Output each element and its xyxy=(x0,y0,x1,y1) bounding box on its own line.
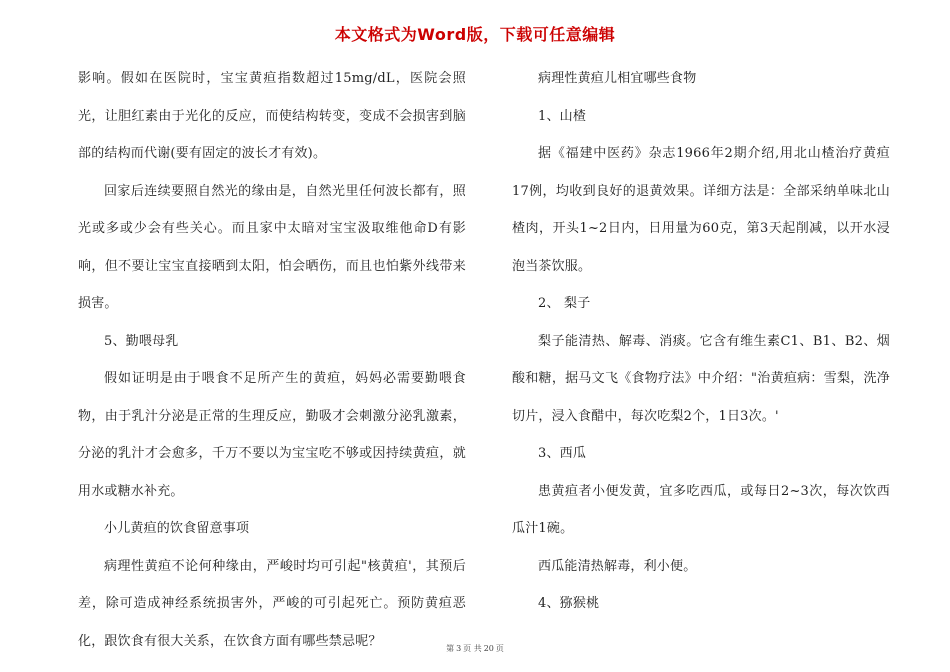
right-column xyxy=(512,60,890,623)
section-heading: 病理性黄疸儿相宜哪些食物 xyxy=(538,71,697,86)
left-column xyxy=(78,60,466,660)
subsection-heading: 2、 梨子 xyxy=(538,296,591,311)
paragraph: 回家后连续要照自然光的缘由是，自然光里任何波长都有，照光或多或少会有些关心。而且家中太暗对宝宝汲取维他命D有影响，但不要让宝宝直接晒到太阳，怕会晒伤，而且也怕紫外线带来损害。 xyxy=(78,183,466,311)
document-banner: 本文格式为Word版，下载可任意编辑 xyxy=(334,25,616,44)
paragraph: 西瓜能清热解毒，利小便。 xyxy=(538,558,697,574)
paragraph: 梨子能清热、解毒、消痰。它含有维生素C1、B1、B2、烟酸和糖，据马文飞《食物疗法》中介绍："治黄疸病：雪梨，洗净切片，浸入食醋中，每次吃梨2个，1日3次。' xyxy=(512,333,890,424)
paragraph: 据《福建中医药》杂志1966年2期介绍,用北山楂治疗黄疸17例，均收到良好的退黄效果。详细方法是：全部采纳单味北山楂肉，开头1~2日内，日用量为60克，第3天起削减，以开水浸泡当茶饮服。 xyxy=(512,146,890,274)
current-page-number: 3 xyxy=(456,644,462,653)
section-heading: 5、勤喂母乳 xyxy=(104,333,179,349)
subsection-heading: 3、西瓜 xyxy=(538,446,587,461)
page-footer xyxy=(0,643,950,654)
subsection-heading: 1、山楂 xyxy=(538,108,587,124)
paragraph: 影响。假如在医院时，宝宝黄疸指数超过15mg/dL，医院会照光，让胆红素由于光化的反应，而使结构转变，变成不会损害到脑部的结构而代谢(要有固定的波长才有效)。 xyxy=(78,71,466,161)
paragraph: 患黄疸者小便发黄，宜多吃西瓜，或每日2~3次，每次饮西瓜汁1碗。 xyxy=(512,483,890,536)
subsection-heading: 4、猕猴桃 xyxy=(538,596,600,611)
total-pages-number: 20 xyxy=(483,644,494,653)
paragraph: 假如证明是由于喂食不足所产生的黄疸，妈妈必需要勤喂食物，由于乳汁分泌是正常的生理反应，勤吸才会刺激分泌乳激素，分泌的乳汁才会愈多，千万不要以为宝宝吃不够或因持续黄疸，就用水或糖水补充。 xyxy=(78,371,466,499)
paragraph: 病理性黄疸不论何种缘由，严峻时均可引起"核黄疸'，其预后差，除可造成神经系统损害外，严峻的可引起死亡。预防黄疸恶化，跟饮食有很大关系，在饮食方面有哪些禁忌呢？ xyxy=(78,558,466,649)
footer-prefix: 第 xyxy=(446,644,455,653)
footer-middle: 页 共 xyxy=(463,644,482,653)
section-heading: 小儿黄疸的饮食留意事项 xyxy=(104,521,250,536)
footer-suffix: 页 xyxy=(495,644,504,653)
